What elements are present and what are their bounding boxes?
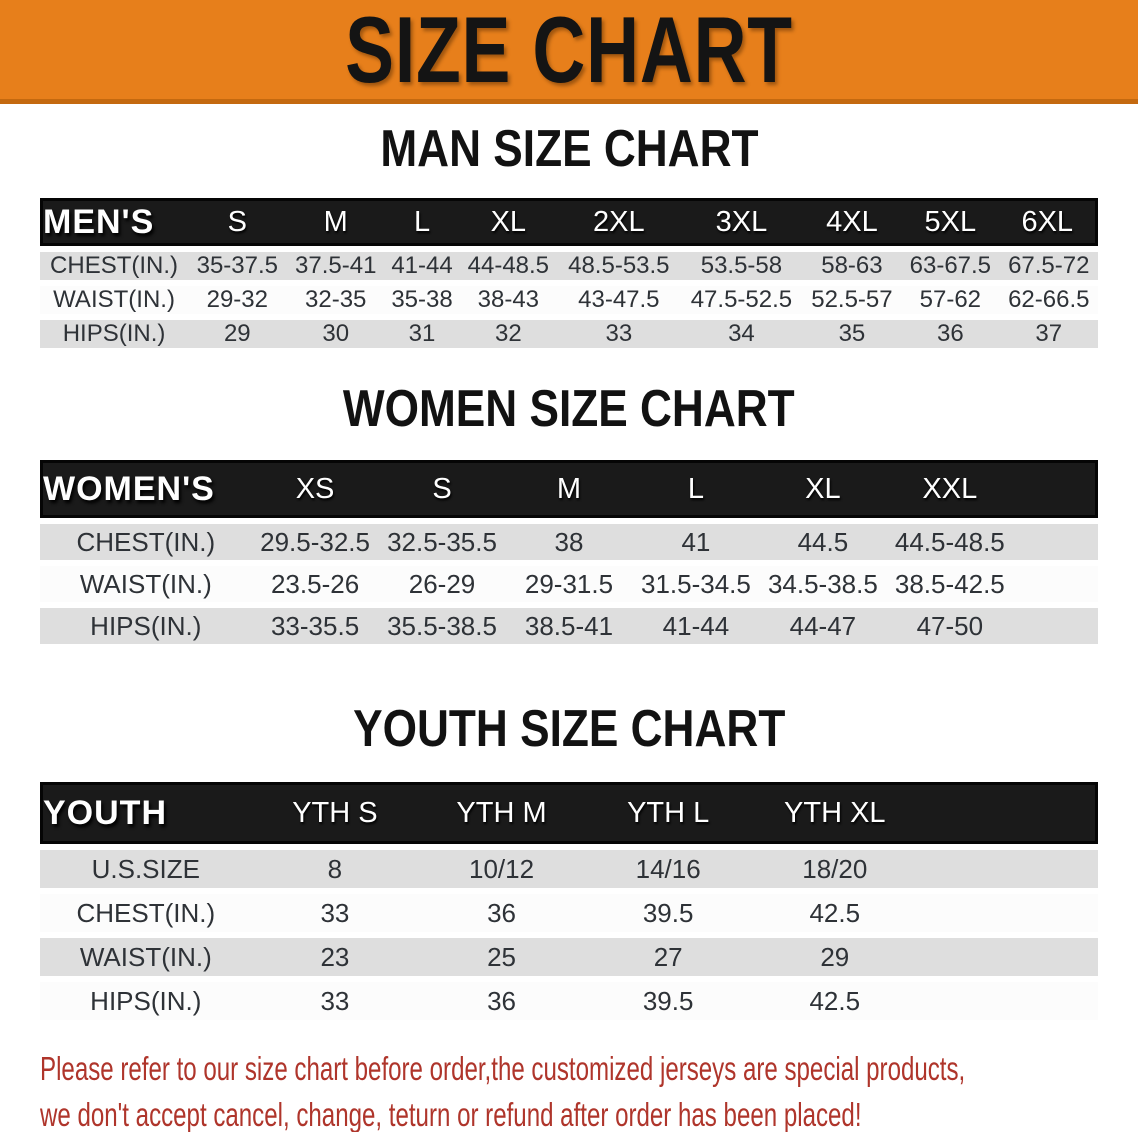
order-notice-line-2: we don't accept cancel, change, teturn or refund after order has been placed! [40,1096,862,1132]
size-value-cell: 32-35 [287,286,385,314]
size-value-cell: 35-37.5 [188,252,286,280]
size-value-cell: 38.5-42.5 [886,566,1013,602]
size-column-header: YTH L [585,782,752,844]
size-column-header: S [188,198,286,246]
size-value-cell: 34 [680,320,803,348]
size-value-cell: 37 [1000,320,1098,348]
row-filler-cell [1013,608,1098,644]
size-column-header: 6XL [1000,198,1098,246]
banner-title: SIZE CHART [345,0,793,102]
size-column-header: 2XL [558,198,681,246]
size-value-cell: 35.5-38.5 [379,608,506,644]
size-value-cell: 29 [751,938,918,976]
women-table-title-cell: WOMEN'S [40,460,252,518]
size-value-cell: 39.5 [585,982,752,1020]
size-value-cell: 26-29 [379,566,506,602]
size-value-cell: 10/12 [418,850,585,888]
size-value-cell: 35-38 [385,286,459,314]
measurement-row [40,320,1098,348]
size-value-cell: 29-31.5 [506,566,633,602]
row-filler-cell [918,982,1098,1020]
size-value-cell: 41-44 [385,252,459,280]
order-notice-row-2 [40,1092,1138,1132]
size-value-cell: 44-48.5 [459,252,557,280]
size-value-cell: 34.5-38.5 [759,566,886,602]
measurement-row [40,850,1098,888]
size-value-cell: 29.5-32.5 [252,524,379,560]
banner [0,0,1138,104]
size-value-cell: 14/16 [585,850,752,888]
size-value-cell: 44.5 [759,524,886,560]
measurement-row [40,524,1098,560]
size-column-header: 3XL [680,198,803,246]
row-label: CHEST(IN.) [40,252,188,280]
table-header-row [40,782,1098,844]
size-value-cell: 48.5-53.5 [558,252,681,280]
order-notice-line-1: Please refer to our size chart before order,the customized jerseys are special products, [40,1050,966,1087]
table-header-row [40,198,1098,246]
size-value-cell: 47.5-52.5 [680,286,803,314]
row-label: HIPS(IN.) [40,608,252,644]
size-value-cell: 44-47 [759,608,886,644]
size-value-cell: 63-67.5 [901,252,999,280]
row-label: WAIST(IN.) [40,286,188,314]
size-column-header: YTH S [252,782,419,844]
size-column-header: 4XL [803,198,901,246]
size-value-cell: 67.5-72 [1000,252,1098,280]
section-women [0,378,1138,650]
size-value-cell: 39.5 [585,894,752,932]
size-value-cell: 27 [585,938,752,976]
size-value-cell: 58-63 [803,252,901,280]
measurement-row [40,608,1098,644]
size-value-cell: 41-44 [632,608,759,644]
size-column-header: XL [759,460,886,518]
size-value-cell: 57-62 [901,286,999,314]
size-column-header: XS [252,460,379,518]
row-filler-cell [918,850,1098,888]
men-section-heading-text: MAN SIZE CHART [379,120,759,178]
order-notice [40,1046,1138,1132]
row-label: HIPS(IN.) [40,982,252,1020]
size-value-cell: 44.5-48.5 [886,524,1013,560]
size-column-header: L [385,198,459,246]
row-filler-cell [918,894,1098,932]
women-section-heading [0,378,1138,440]
women-section-heading-text: WOMEN SIZE CHART [343,380,795,438]
size-value-cell: 38 [506,524,633,560]
size-value-cell: 25 [418,938,585,976]
row-filler-cell [1013,566,1098,602]
youth-section-heading [0,698,1138,760]
measurement-row [40,982,1098,1020]
youth-table-title-cell: YOUTH [40,782,252,844]
size-value-cell: 30 [287,320,385,348]
size-column-header: M [287,198,385,246]
size-value-cell: 23 [252,938,419,976]
size-column-header: 5XL [901,198,999,246]
size-value-cell: 33-35.5 [252,608,379,644]
size-value-cell: 18/20 [751,850,918,888]
women-size-table [40,454,1098,650]
size-value-cell: 23.5-26 [252,566,379,602]
size-value-cell: 33 [252,894,419,932]
table-header-row [40,460,1098,518]
size-value-cell: 8 [252,850,419,888]
men-section-heading [0,118,1138,180]
size-column-header: M [506,460,633,518]
header-filler-cell [1013,460,1098,518]
measurement-row [40,286,1098,314]
row-label: HIPS(IN.) [40,320,188,348]
size-value-cell: 36 [418,982,585,1020]
row-filler-cell [918,938,1098,976]
size-value-cell: 32.5-35.5 [379,524,506,560]
youth-size-table [40,776,1098,1026]
row-filler-cell [1013,524,1098,560]
size-value-cell: 41 [632,524,759,560]
size-column-header: YTH M [418,782,585,844]
measurement-row [40,894,1098,932]
men-size-table-slot [0,192,1138,354]
size-value-cell: 42.5 [751,894,918,932]
size-value-cell: 35 [803,320,901,348]
row-label: U.S.SIZE [40,850,252,888]
size-value-cell: 53.5-58 [680,252,803,280]
size-value-cell: 36 [901,320,999,348]
size-chart-sections [0,118,1138,1026]
size-value-cell: 37.5-41 [287,252,385,280]
size-value-cell: 42.5 [751,982,918,1020]
size-column-header: XL [459,198,557,246]
measurement-row [40,566,1098,602]
size-value-cell: 29-32 [188,286,286,314]
size-value-cell: 33 [558,320,681,348]
size-value-cell: 31 [385,320,459,348]
size-value-cell: 33 [252,982,419,1020]
size-value-cell: 31.5-34.5 [632,566,759,602]
measurement-row [40,252,1098,280]
size-column-header: YTH XL [751,782,918,844]
size-value-cell: 62-66.5 [1000,286,1098,314]
men-table-title-cell: MEN'S [40,198,188,246]
men-size-table [40,192,1098,354]
size-value-cell: 43-47.5 [558,286,681,314]
size-column-header: L [632,460,759,518]
header-filler-cell [918,782,1098,844]
youth-section-heading-text: YOUTH SIZE CHART [352,700,786,758]
row-label: WAIST(IN.) [40,938,252,976]
row-label: WAIST(IN.) [40,566,252,602]
measurement-row [40,938,1098,976]
size-column-header: S [379,460,506,518]
section-men [0,118,1138,354]
size-value-cell: 38-43 [459,286,557,314]
section-youth [0,698,1138,1026]
row-label: CHEST(IN.) [40,524,252,560]
size-value-cell: 29 [188,320,286,348]
size-value-cell: 36 [418,894,585,932]
size-value-cell: 47-50 [886,608,1013,644]
women-size-table-slot [0,454,1138,650]
size-value-cell: 52.5-57 [803,286,901,314]
youth-size-table-slot [0,776,1138,1026]
order-notice-row-1 [40,1046,1138,1092]
size-value-cell: 32 [459,320,557,348]
size-column-header: XXL [886,460,1013,518]
row-label: CHEST(IN.) [40,894,252,932]
size-value-cell: 38.5-41 [506,608,633,644]
